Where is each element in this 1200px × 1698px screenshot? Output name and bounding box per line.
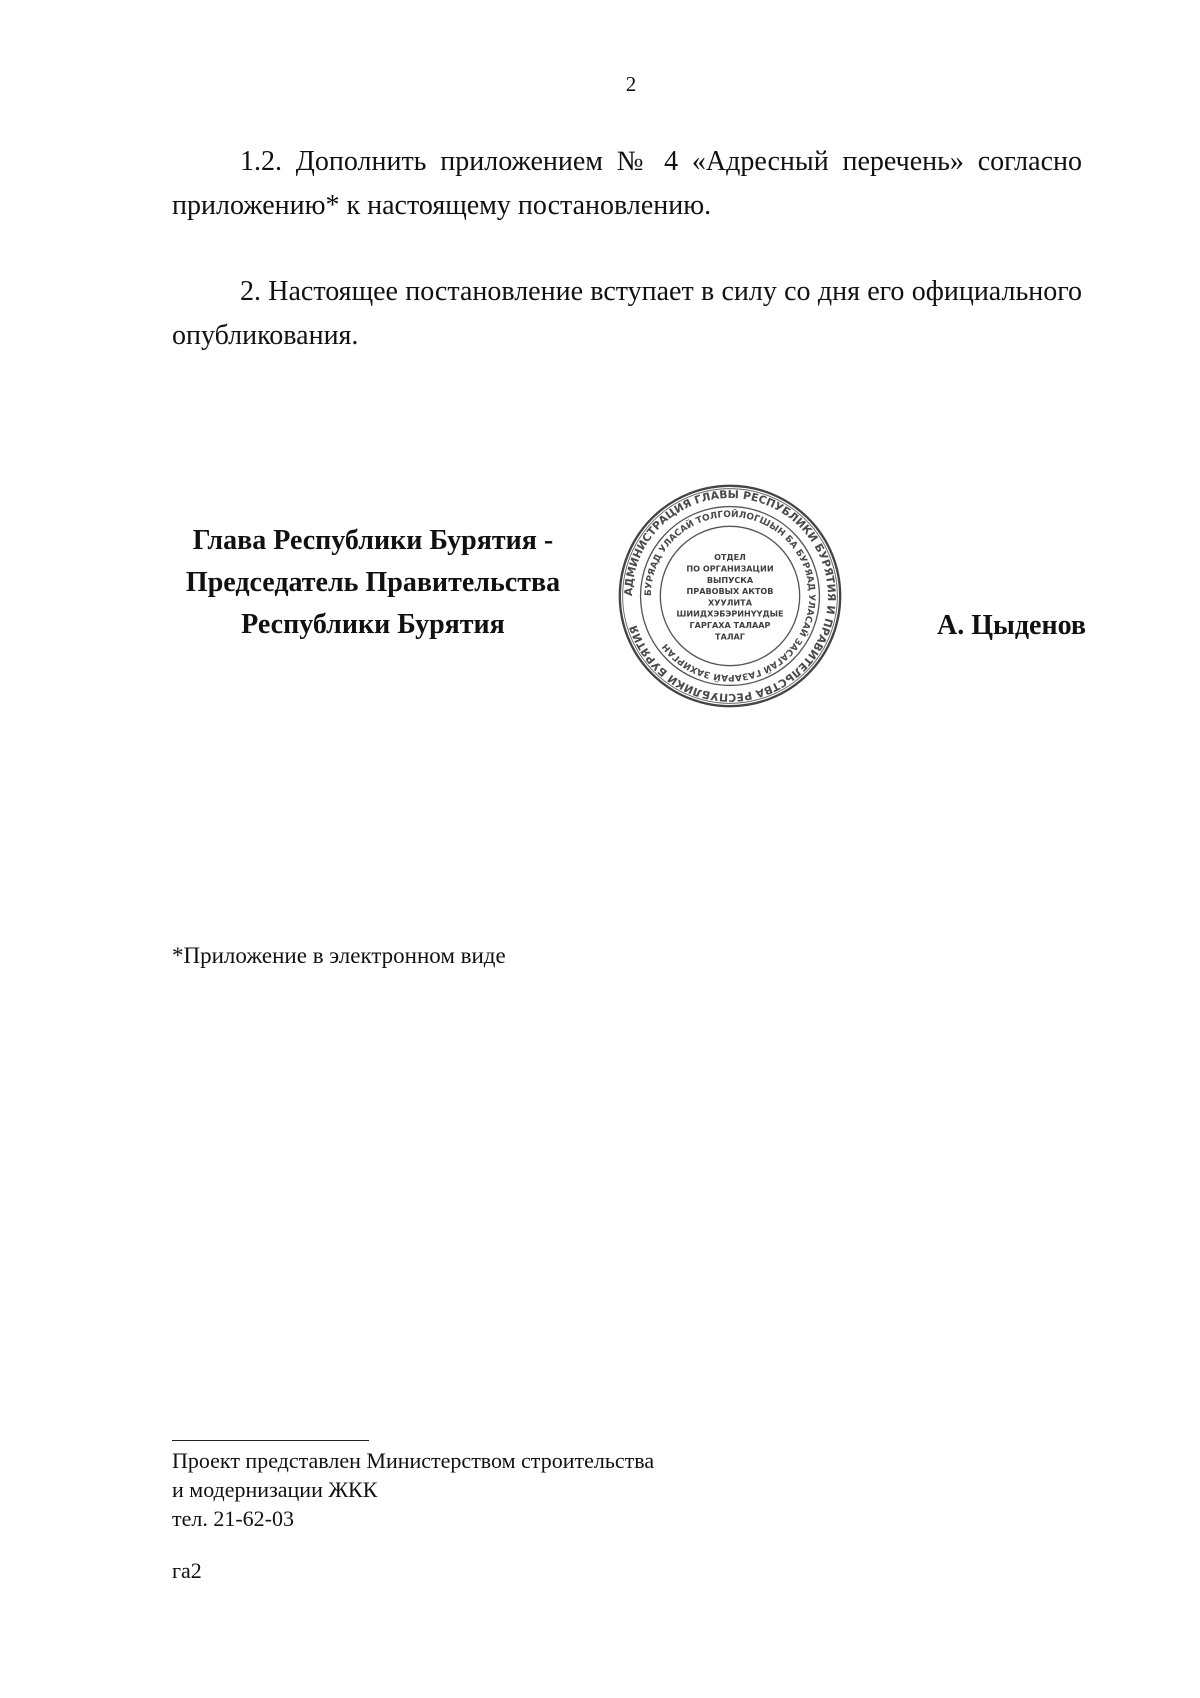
signatory-title-line: Республики Бурятия: [241, 609, 505, 640]
footer-phone: тел. 21-62-03: [172, 1506, 295, 1531]
page-number: 2: [625, 72, 637, 96]
seal-outer-ring-text: АДМИНИСТРАЦИЯ ГЛАВЫ РЕСПУБЛИКИ БУРЯТИЯ И ПРАВИТЕЛЬСТВА РЕСПУБЛИКИ БУРЯТИЯ: [621, 487, 838, 705]
footer-note: [172, 1446, 654, 1533]
appendix-note: *Приложение в электронном виде: [172, 943, 506, 968]
seal-center-line: ОТДЕЛ: [714, 552, 746, 563]
seal-center-line: ХУУЛИТА: [708, 597, 752, 608]
footer-line: и модернизации ЖКК: [172, 1477, 378, 1502]
paragraph-1-2: 1.2. Дополнить приложением № 4 «Адресный перечень» согласно приложению* к настоящему постановлению.: [172, 146, 1082, 221]
signatory-name: А. Цыденов: [936, 610, 1086, 641]
signatory-title-line: Глава Республики Бурятия -: [192, 525, 554, 556]
document-code: га2: [172, 1558, 202, 1583]
seal-center-line: ПО ОРГАНИЗАЦИИ: [686, 563, 774, 574]
seal-center-line: ВЫПУСКА: [706, 574, 754, 585]
signatory-title: [172, 520, 574, 646]
official-seal-stamp: [617, 483, 843, 709]
seal-center-line: ТАЛАГ: [715, 631, 745, 642]
seal-center-line: ШИИДХЭБЭРИНҮҮДЫЕ: [676, 608, 784, 619]
signatory-title-line: Председатель Правительства: [185, 567, 561, 598]
paragraph-2: 2. Настоящее постановление вступает в силу со дня его официального опубликования.: [172, 276, 1082, 351]
seal-center-line: ГАРГАХА ТАЛААР: [689, 620, 771, 631]
seal-center-line: ПРАВОВЫХ АКТОВ: [686, 586, 774, 597]
footer-divider: [172, 1440, 369, 1441]
footer-line: Проект представлен Министерством строительства: [172, 1448, 655, 1473]
seal-inner-ring-text: БУРЯАД УЛАСАЙ ТОЛГОЙЛОГШЫН БА БУРЯАД УЛАСАЙ ЗАСАГАЙ ГАЗАРАЙ ЗАХИРГАН: [643, 509, 817, 683]
